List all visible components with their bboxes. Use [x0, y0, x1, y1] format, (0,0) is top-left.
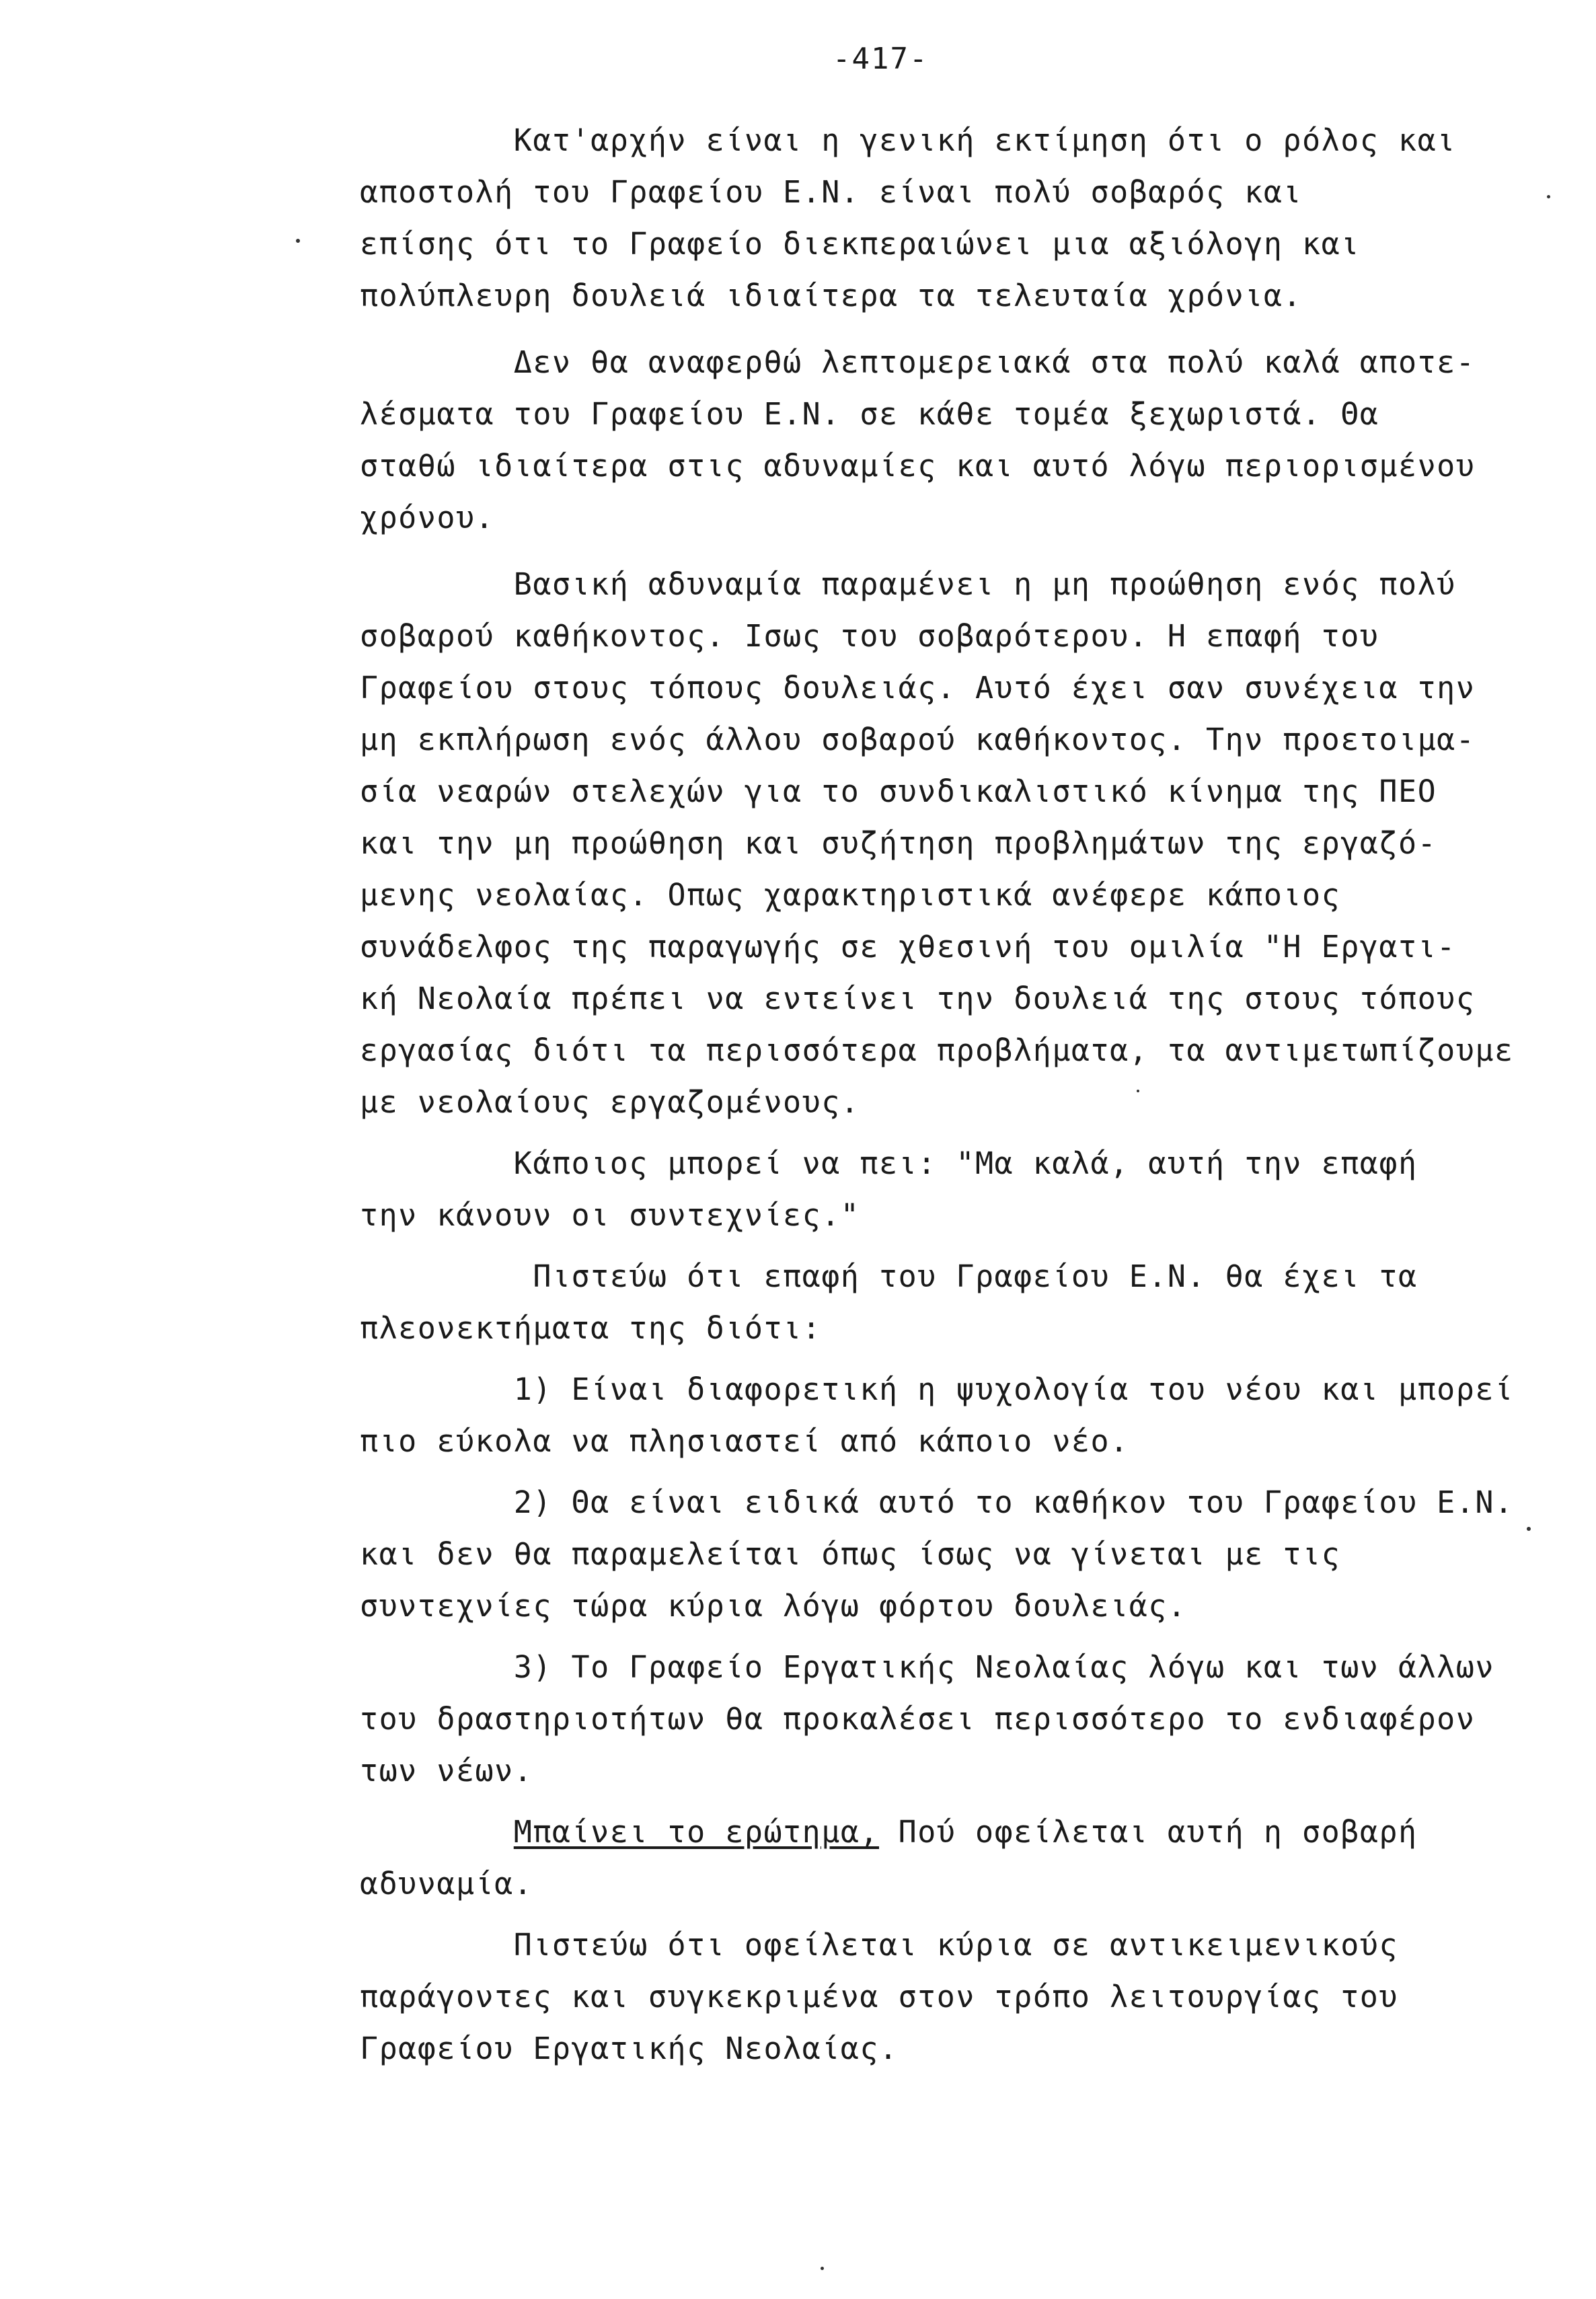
text-line: επίσης ότι το Γραφείο διεκπεραιώνει μια αξιόλογη και	[360, 226, 1360, 262]
text-line: συνάδελφος της παραγωγής σε χθεσινή του ομιλία "Η Εργατι-	[360, 929, 1456, 965]
text-line: πιο εύκολα να πλησιαστεί από κάποιο νέο.	[360, 1423, 1129, 1459]
text-line: την κάνουν οι συντεχνίες."	[360, 1197, 860, 1233]
text-line: εργασίας διότι τα περισσότερα προβλήματα, τα αντιμετωπίζουμε	[360, 1032, 1514, 1068]
text-line: πλεονεκτήματα της διότι:	[360, 1310, 822, 1346]
document-body	[360, 114, 1557, 2074]
scan-speck	[1547, 195, 1550, 198]
text-line: και την μη προώθηση και συζήτηση προβλημάτων της εργαζό-	[360, 825, 1437, 861]
text-line: μενης νεολαίας. Οπως χαρακτηριστικά ανέφερε κάποιος	[360, 877, 1341, 913]
text-line: Πιστεύω ότι επαφή του Γραφείου Ε.Ν. θα έχει τα	[360, 1258, 1418, 1294]
text-line: Κατ'αρχήν είναι η γενική εκτίμηση ότι ο ρόλος και	[360, 122, 1456, 158]
list-item-2	[360, 1476, 1557, 1632]
text-line: σία νεαρών στελεχών για το συνδικαλιστικό κίνημα της ΠΕΟ	[360, 774, 1437, 809]
text-line: Γραφείου στους τόπους δουλειάς. Αυτό έχει σαν συνέχεια την	[360, 670, 1476, 706]
text-line: αποστολή του Γραφείου Ε.Ν. είναι πολύ σοβαρός και	[360, 174, 1303, 210]
paragraph-4	[360, 1137, 1557, 1241]
text-line: του δραστηριοτήτων θα προκαλέσει περισσότερο το ενδιαφέρον	[360, 1701, 1476, 1737]
paragraph-conclusion	[360, 1919, 1557, 2074]
text-line: πολύπλευρη δουλειά ιδιαίτερα τα τελευταία χρόνια.	[360, 278, 1303, 313]
text-line: με νεολαίους εργαζομένους.	[360, 1084, 860, 1120]
paragraph-2	[360, 336, 1557, 543]
underlined-heading: Μπαίνει το ερώτημα,	[513, 1814, 880, 1850]
text-line: Βασική αδυναμία παραμένει η μη προώθηση ενός πολύ	[360, 566, 1456, 602]
text-line: κή Νεολαία πρέπει να εντείνει την δουλειά της στους τόπους	[360, 981, 1476, 1016]
scan-speck	[296, 239, 300, 243]
text-line: αδυναμία.	[360, 1866, 533, 1901]
list-item-3	[360, 1641, 1557, 1797]
text-line: λέσματα του Γραφείου Ε.Ν. σε κάθε τομέα ξεχωριστά. Θα	[360, 396, 1379, 432]
paragraph-3	[360, 558, 1557, 1128]
text-line: συντεχνίες τώρα κύρια λόγω φόρτου δουλειάς.	[360, 1588, 1187, 1624]
paragraph-5	[360, 1250, 1557, 1354]
line-indent	[360, 1814, 514, 1850]
line-continuation: Πού οφείλεται αυτή η σοβαρή	[879, 1814, 1418, 1850]
paragraph-question	[360, 1806, 1557, 1910]
list-item-1	[360, 1363, 1557, 1467]
scan-speck	[1137, 1090, 1139, 1092]
text-line: 3) Το Γραφείο Εργατικής Νεολαίας λόγω και των άλλων	[360, 1649, 1494, 1685]
text-line: σοβαρού καθήκοντος. Ισως του σοβαρότερου. Η επαφή του	[360, 618, 1379, 654]
scan-speck	[821, 2267, 824, 2270]
text-line: Γραφείου Εργατικής Νεολαίας.	[360, 2031, 899, 2066]
text-line: Δεν θα αναφερθώ λεπτομερειακά στα πολύ καλά αποτε-	[360, 344, 1476, 380]
text-line: χρόνου.	[360, 500, 495, 535]
page-number: -417-	[833, 42, 929, 76]
text-line: Κάποιος μπορεί να πει: "Μα καλά, αυτή την επαφή	[360, 1145, 1418, 1181]
text-line: μη εκπλήρωση ενός άλλου σοβαρού καθήκοντος. Την προετοιμα-	[360, 722, 1476, 757]
text-line: των νέων.	[360, 1753, 533, 1788]
paragraph-1	[360, 114, 1557, 322]
text-line: παράγοντες και συγκεκριμένα στον τρόπο λειτουργίας του	[360, 1979, 1398, 2014]
text-line: 1) Είναι διαφορετική η ψυχολογία του νέου και μπορεί	[360, 1371, 1514, 1407]
text-line	[360, 1806, 1557, 1858]
text-line: Πιστεύω ότι οφείλεται κύρια σε αντικειμενικούς	[360, 1927, 1398, 1963]
text-line: σταθώ ιδιαίτερα στις αδυναμίες και αυτό λόγω περιορισμένου	[360, 448, 1476, 484]
text-line: 2) Θα είναι ειδικά αυτό το καθήκον του Γραφείου Ε.Ν.	[360, 1484, 1514, 1520]
scan-speck	[1527, 1527, 1531, 1531]
text-line: και δεν θα παραμελείται όπως ίσως να γίνεται με τις	[360, 1536, 1341, 1572]
